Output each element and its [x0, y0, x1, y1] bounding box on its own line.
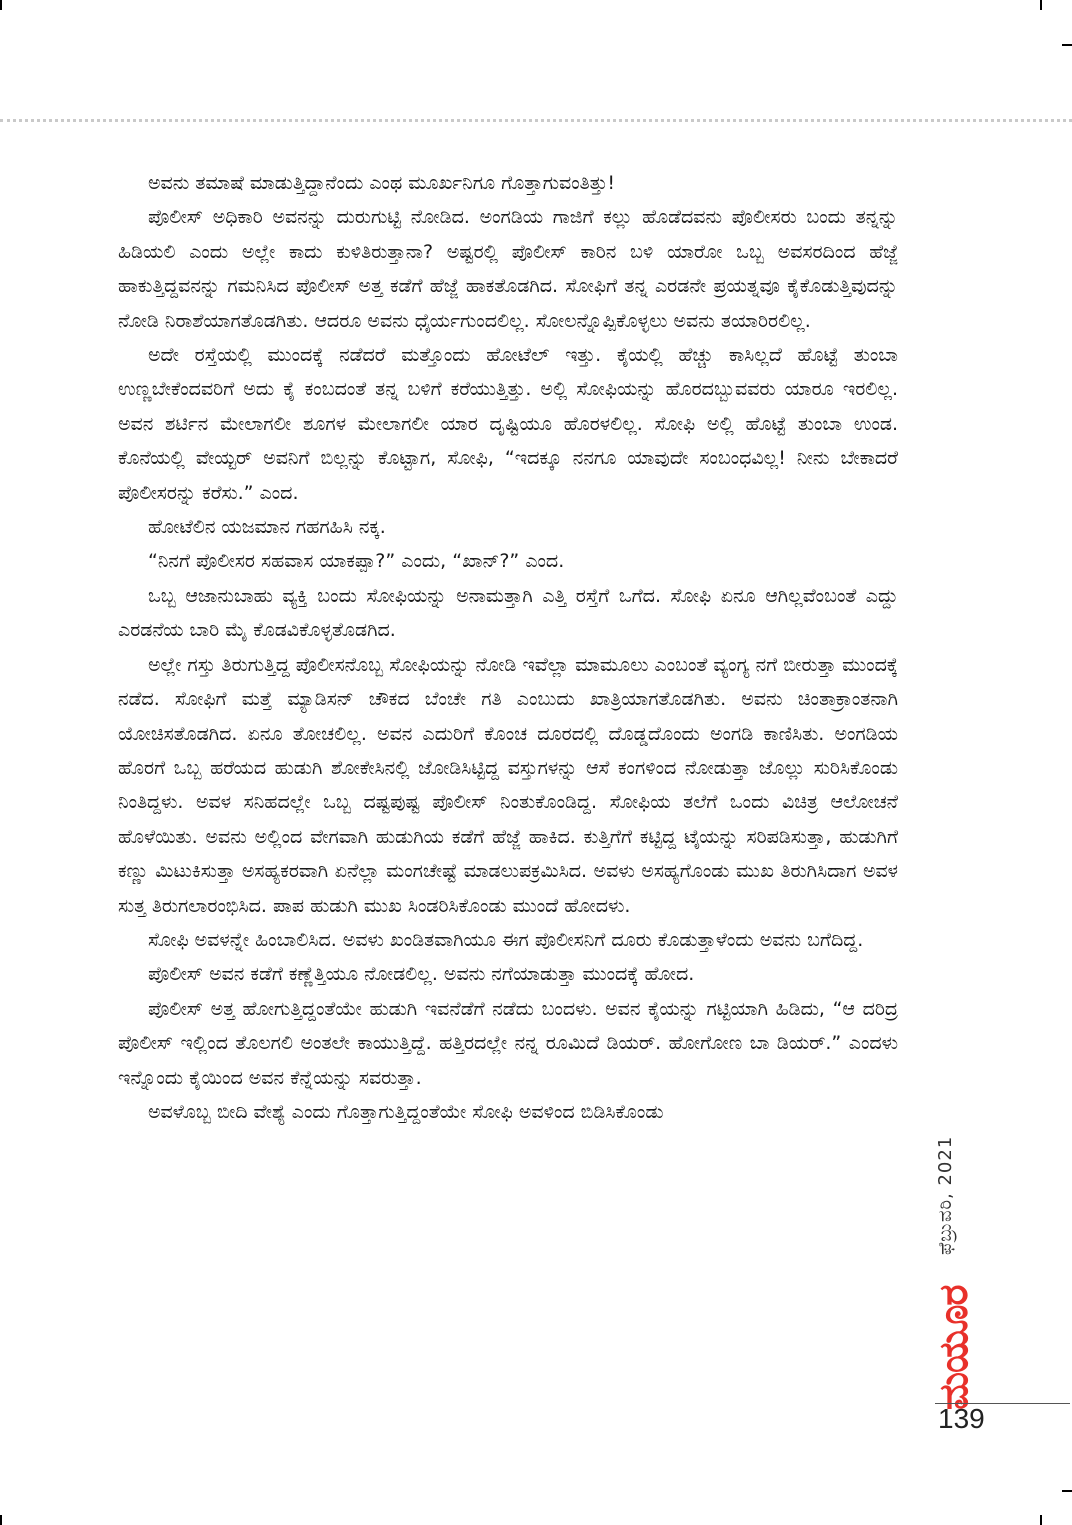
paragraph: ಪೊಲೀಸ್ ಅಧಿಕಾರಿ ಅವನನ್ನು ದುರುಗುಟ್ಟಿ ನೋಡಿದ. ಅಂಗಡಿಯ ಗಾಜಿಗೆ ಕಲ್ಲು ಹೊಡೆದವನು ಪೊಲೀಸರು ಬಂದು ತನ್ನನ್ನು ಹಿಡಿಯಲಿ ಎಂದು ಅಲ್ಲೇ ಕಾದು ಕುಳಿತಿರುತ್ತಾನಾ? ಅಷ್ಟರಲ್ಲಿ ಪೊಲೀಸ್ ಕಾರಿನ ಬಳಿ ಯಾರೋ ಒಬ್ಬ ಅವಸರದಿಂದ ಹೆಜ್ಜೆ ಹಾಕುತ್ತಿದ್ದವನನ್ನು ಗಮನಿಸಿದ ಪೊಲೀಸ್ ಅತ್ತ ಕಡೆಗೆ ಹೆಜ್ಜೆ ಹಾಕತೊಡಗಿದ. ಸೋಫಿಗೆ ತನ್ನ ಎರಡನೇ ಪ್ರಯತ್ನವೂ ಕೈಕೊಡುತ್ತಿವುದನ್ನು ನೋಡಿ ನಿರಾಶೆಯಾಗತೊಡಗಿತು. ಆದರೂ ಅವನು ಧೈರ್ಯಗುಂದಲಿಲ್ಲ. ಸೋಲನ್ನೊಪ್ಪಿಕೊಳ್ಳಲು ಅವನು ತಯಾರಿರಲಿಲ್ಲ. [118, 206, 898, 332]
crop-mark-right-bottom [1062, 1490, 1072, 1492]
paragraph: ಹೋಟೆಲಿನ ಯಜಮಾನ ಗಹಗಹಿಸಿ ನಕ್ಕ. [148, 516, 386, 539]
paragraph: ಅವಳೊಬ್ಬ ಬೀದಿ ವೇಶ್ಯೆ ಎಂದು ಗೊತ್ತಾಗುತ್ತಿದ್ದಂತೆಯೇ ಸೋಫಿ ಅವಳಿಂದ ಬಿಡಿಸಿಕೊಂಡು [148, 1100, 664, 1123]
article-body [118, 166, 898, 1129]
crop-mark-bottom-right [1040, 1515, 1042, 1525]
crop-mark-top-right [1040, 0, 1042, 10]
crop-mark-bottom-left [0, 1515, 2, 1525]
paragraph: ಪೊಲೀಸ್ ಅತ್ತ ಹೋಗುತ್ತಿದ್ದಂತೆಯೇ ಹುಡುಗಿ ಇವನೆಡೆಗೆ ನಡೆದು ಬಂದಳು. ಅವನ ಕೈಯನ್ನು ಗಟ್ಟಿಯಾಗಿ ಹಿಡಿದು, “ಆ ದರಿದ್ರ ಪೊಲೀಸ್ ಇಲ್ಲಿಂದ ತೊಲಗಲಿ ಅಂತಲೇ ಕಾಯುತ್ತಿದ್ದೆ. ಹತ್ತಿರದಲ್ಲೇ ನನ್ನ ರೂಮಿದೆ ಡಿಯರ್. ಹೋಗೋಣ ಬಾ ಡಿಯರ್.” ಎಂದಳು ಇನ್ನೊಂದು ಕೈಯಿಂದ ಅವನ ಕೆನ್ನೆಯನ್ನು ಸವರುತ್ತಾ. [118, 997, 898, 1089]
issue-date: ಫೆಬ್ರುವರಿ, 2021 [935, 1135, 956, 1255]
paragraph: ಪೊಲೀಸ್ ಅವನ ಕಡೆಗೆ ಕಣ್ಣೆತ್ತಿಯೂ ನೋಡಲಿಲ್ಲ. ಅವನು ನಗೆಯಾಡುತ್ತಾ ಮುಂದಕ್ಕೆ ಹೋದ. [148, 963, 695, 986]
crop-mark-right-top [1062, 44, 1072, 46]
paragraph: ಅವನು ತಮಾಷೆ ಮಾಡುತ್ತಿದ್ದಾನೆಂದು ಎಂಥ ಮೂರ್ಖನಿಗೂ ಗೊತ್ತಾಗುವಂತಿತ್ತು! [148, 172, 616, 194]
crop-mark-top-left [0, 0, 2, 10]
page-number: 139 [938, 1403, 985, 1434]
paragraph: ಅಲ್ಲೇ ಗಸ್ತು ತಿರುಗುತ್ತಿದ್ದ ಪೊಲೀಸನೊಬ್ಬ ಸೋಫಿಯನ್ನು ನೋಡಿ ಇವೆಲ್ಲಾ ಮಾಮೂಲು ಎಂಬಂತೆ ವ್ಯಂಗ್ಯ ನಗೆ ಬೀರುತ್ತಾ ಮುಂದಕ್ಕೆ ನಡೆದ. ಸೋಫಿಗೆ ಮತ್ತೆ ಮ್ಯಾಡಿಸನ್ ಚೌಕದ ಬೆಂಚೇ ಗತಿ ಎಂಬುದು ಖಾತ್ರಿಯಾಗತೊಡಗಿತು. ಅವನು ಚಿಂತಾಕ್ರಾಂತನಾಗಿ ಯೋಚಿಸತೊಡಗಿದ. ಏನೂ ತೋಚಲಿಲ್ಲ. ಅವನ ಎದುರಿಗೆ ಕೊಂಚ ದೂರದಲ್ಲಿ ದೊಡ್ಡದೊಂದು ಅಂಗಡಿ ಕಾಣಿಸಿತು. ಅಂಗಡಿಯ ಹೊರಗೆ ಒಬ್ಬ ಹರೆಯದ ಹುಡುಗಿ ಶೋಕೇಸಿನಲ್ಲಿ ಜೋಡಿಸಿಟ್ಟಿದ್ದ ವಸ್ತುಗಳನ್ನು ಆಸೆ ಕಂಗಳಿಂದ ನೋಡುತ್ತಾ ಜೊಲ್ಲು ಸುರಿಸಿಕೊಂಡು ನಿಂತಿದ್ದಳು. ಅವಳ ಸನಿಹದಲ್ಲೇ ಒಬ್ಬ ದಷ್ಟಪುಷ್ಟ ಪೊಲೀಸ್ ನಿಂತುಕೊಂಡಿದ್ದ. ಸೋಫಿಯ ತಲೆಗೆ ಒಂದು ವಿಚಿತ್ರ ಆಲೋಚನೆ ಹೊಳೆಯಿತು. ಅವನು ಅಲ್ಲಿಂದ ವೇಗವಾಗಿ ಹುಡುಗಿಯ ಕಡೆಗೆ ಹೆಜ್ಜೆ ಹಾಕಿದ. ಕುತ್ತಿಗೆಗೆ ಕಟ್ಟಿದ್ದ ಟೈಯನ್ನು ಸರಿಪಡಿಸುತ್ತಾ, ಹುಡುಗಿಗೆ ಕಣ್ಣು ಮಿಟುಕಿಸುತ್ತಾ ಅಸಹ್ಯಕರವಾಗಿ ಏನೆಲ್ಲಾ ಮಂಗಚೇಷ್ಟೆ ಮಾಡಲುಪಕ್ರಮಿಸಿದ. ಅವಳು ಅಸಹ್ಯಗೊಂಡು ಮುಖ ತಿರುಗಿಸಿದಾಗ ಅವಳ ಸುತ್ತ ತಿರುಗಲಾರಂಭಿಸಿದ. ಪಾಪ ಹುಡುಗಿ ಮುಖ ಸಿಂಡರಿಸಿಕೊಂಡು ಮುಂದೆ ಹೋದಳು. [118, 653, 898, 917]
paragraph: ಸೋಫಿ ಅವಳನ್ನೇ ಹಿಂಬಾಲಿಸಿದ. ಅವಳು ಖಂಡಿತವಾಗಿಯೂ ಈಗ ಪೊಲೀಸನಿಗೆ ದೂರು ಕೊಡುತ್ತಾಳೆಂದು ಅವನು ಬಗೆದಿದ್ದ. [148, 928, 864, 951]
header-dotted-rule [0, 119, 1072, 122]
paragraph: “ನಿನಗೆ ಪೊಲೀಸರ ಸಹವಾಸ ಯಾಕಪ್ಪಾ?” ಎಂದು, “ಖಾನ್?” ಎಂದ. [148, 550, 565, 573]
magazine-logo: ಮಯೂರ [931, 1285, 977, 1410]
paragraph: ಅದೇ ರಸ್ತೆಯಲ್ಲಿ ಮುಂದಕ್ಕೆ ನಡೆದರೆ ಮತ್ತೊಂದು ಹೋಟೆಲ್ ಇತ್ತು. ಕೈಯಲ್ಲಿ ಹೆಚ್ಚು ಕಾಸಿಲ್ಲದೆ ಹೊಟ್ಟೆ ತುಂಬಾ ಉಣ್ಣಬೇಕೆಂದವರಿಗೆ ಅದು ಕೈ ಕಂಬದಂತೆ ತನ್ನ ಬಳಿಗೆ ಕರೆಯುತ್ತಿತ್ತು. ಅಲ್ಲಿ ಸೋಫಿಯನ್ನು ಹೊರದಬ್ಬುವವರು ಯಾರೂ ಇರಲಿಲ್ಲ. ಅವನ ಶರ್ಟಿನ ಮೇಲಾಗಲೀ ಶೂಗಳ ಮೇಲಾಗಲೀ ಯಾರ ದೃಷ್ಟಿಯೂ ಹೊರಳಲಿಲ್ಲ. ಸೋಫಿ ಅಲ್ಲಿ ಹೊಟ್ಟೆ ತುಂಬಾ ಉಂಡ. ಕೊನೆಯಲ್ಲಿ ವೇಯ್ಟರ್ ಅವನಿಗೆ ಬಿಲ್ಲನ್ನು ಕೊಟ್ಟಾಗ, ಸೋಫಿ, “ಇದಕ್ಕೂ ನನಗೂ ಯಾವುದೇ ಸಂಬಂಧವಿಲ್ಲ! ನೀನು ಬೇಕಾದರೆ ಪೊಲೀಸರನ್ನು ಕರೆಸು.” ಎಂದ. [118, 344, 898, 504]
paragraph: ಒಬ್ಬ ಆಜಾನುಬಾಹು ವ್ಯಕ್ತಿ ಬಂದು ಸೋಫಿಯನ್ನು ಅನಾಮತ್ತಾಗಿ ಎತ್ತಿ ರಸ್ತೆಗೆ ಒಗೆದ. ಸೋಫಿ ಏನೂ ಆಗಿಲ್ಲವೆಂಬಂತೆ ಎದ್ದು ಎರಡನೆಯ ಬಾರಿ ಮೈ ಕೊಡವಿಕೊಳ್ಳತೊಡಗಿದ. [118, 584, 898, 642]
